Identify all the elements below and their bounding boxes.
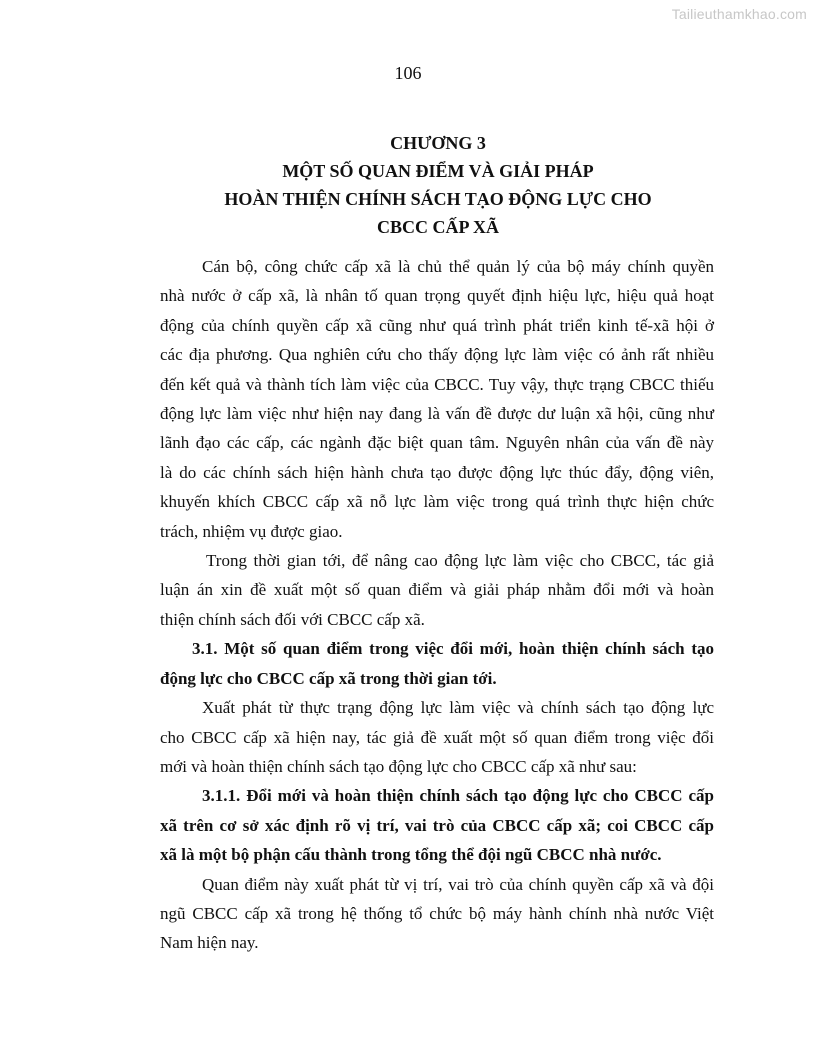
text-line: cho CBCC cấp xã hiện nay, tác giả đề xuất một số quan điểm trong việc đổi xyxy=(160,727,714,747)
chapter-title-line: HOÀN THIỆN CHÍNH SÁCH TẠO ĐỘNG LỰC CHO xyxy=(224,189,652,209)
text-line: trách, nhiệm vụ được giao. xyxy=(160,521,343,541)
text-line: Quan điểm này xuất phát từ vị trí, vai trò của chính quyền cấp xã và đội xyxy=(202,874,714,894)
text-line: nhà nước ở cấp xã, là nhân tố quan trọng quyết định hiệu lực, hiệu quả hoạt xyxy=(160,286,714,306)
text-line: lãnh đạo các cấp, các ngành đặc biệt quan tâm. Nguyên nhân của vấn đề này xyxy=(160,433,714,453)
section-heading-3-1-1 xyxy=(160,781,714,869)
text-line: thiện chính sách đối với CBCC cấp xã. xyxy=(160,609,425,629)
paragraph-intro xyxy=(160,252,714,546)
text-line: 3.1. Một số quan điểm trong việc đổi mới, hoàn thiện chính sách tạo xyxy=(192,639,714,659)
paragraph-proposal xyxy=(160,546,714,634)
paragraph-viewpoints xyxy=(160,693,714,781)
paragraph-viewpoint-basis xyxy=(160,870,714,958)
text-line: động lực làm việc như hiện nay đang là vấn đề được dư luận xã hội, cũng như xyxy=(160,404,714,424)
text-line: động lực cho CBCC cấp xã trong thời gian tới. xyxy=(160,668,497,688)
chapter-label: CHƯƠNG 3 xyxy=(390,133,486,153)
chapter-heading xyxy=(160,129,716,241)
text-line: Trong thời gian tới, để nâng cao động lực làm việc cho CBCC, tác giả xyxy=(206,551,714,571)
page-number: 106 xyxy=(394,63,422,83)
text-line: khuyến khích CBCC cấp xã nỗ lực làm việc trong quá trình thực hiện chức xyxy=(160,492,714,512)
text-line: xã là một bộ phận cấu thành trong tổng thể đội ngũ CBCC nhà nước. xyxy=(160,845,662,865)
text-line: động của chính quyền cấp xã cũng như quá trình phát triển kinh tế-xã hội ở xyxy=(160,315,714,335)
body-text xyxy=(160,252,714,958)
text-line: đến kết quả và thành tích làm việc của CBCC. Tuy vậy, thực trạng CBCC thiếu xyxy=(160,374,714,394)
text-line: là do các chính sách hiện hành chưa tạo được động lực thúc đẩy, động viên, xyxy=(160,462,714,482)
text-line: luận án xin đề xuất một số quan điểm và giải pháp nhằm đổi mới và hoàn xyxy=(160,580,714,600)
text-line: xã trên cơ sở xác định rõ vị trí, vai trò của CBCC cấp xã; coi CBCC cấp xyxy=(160,815,714,835)
text-line: 3.1.1. Đổi mới và hoàn thiện chính sách tạo động lực cho CBCC cấp xyxy=(202,786,714,806)
chapter-title-line: CBCC CẤP XÃ xyxy=(376,217,499,237)
text-line: Nam hiện nay. xyxy=(160,933,259,953)
text-line: các địa phương. Qua nghiên cứu cho thấy động lực làm việc có ảnh rất nhiều xyxy=(160,345,714,365)
watermark: Tailieuthamkhao.com xyxy=(671,6,807,22)
text-line: Xuất phát từ thực trạng động lực làm việc và chính sách tạo động lực xyxy=(202,698,714,718)
chapter-title-line: MỘT SỐ QUAN ĐIỂM VÀ GIẢI PHÁP xyxy=(282,161,594,181)
text-line: ngũ CBCC cấp xã trong hệ thống tổ chức bộ máy hành chính nhà nước Việt xyxy=(160,903,714,923)
text-line: mới và hoàn thiện chính sách tạo động lực cho CBCC cấp xã như sau: xyxy=(160,756,637,776)
section-heading-3-1 xyxy=(160,634,714,693)
text-line: Cán bộ, công chức cấp xã là chủ thể quản lý của bộ máy chính quyền xyxy=(202,257,714,276)
